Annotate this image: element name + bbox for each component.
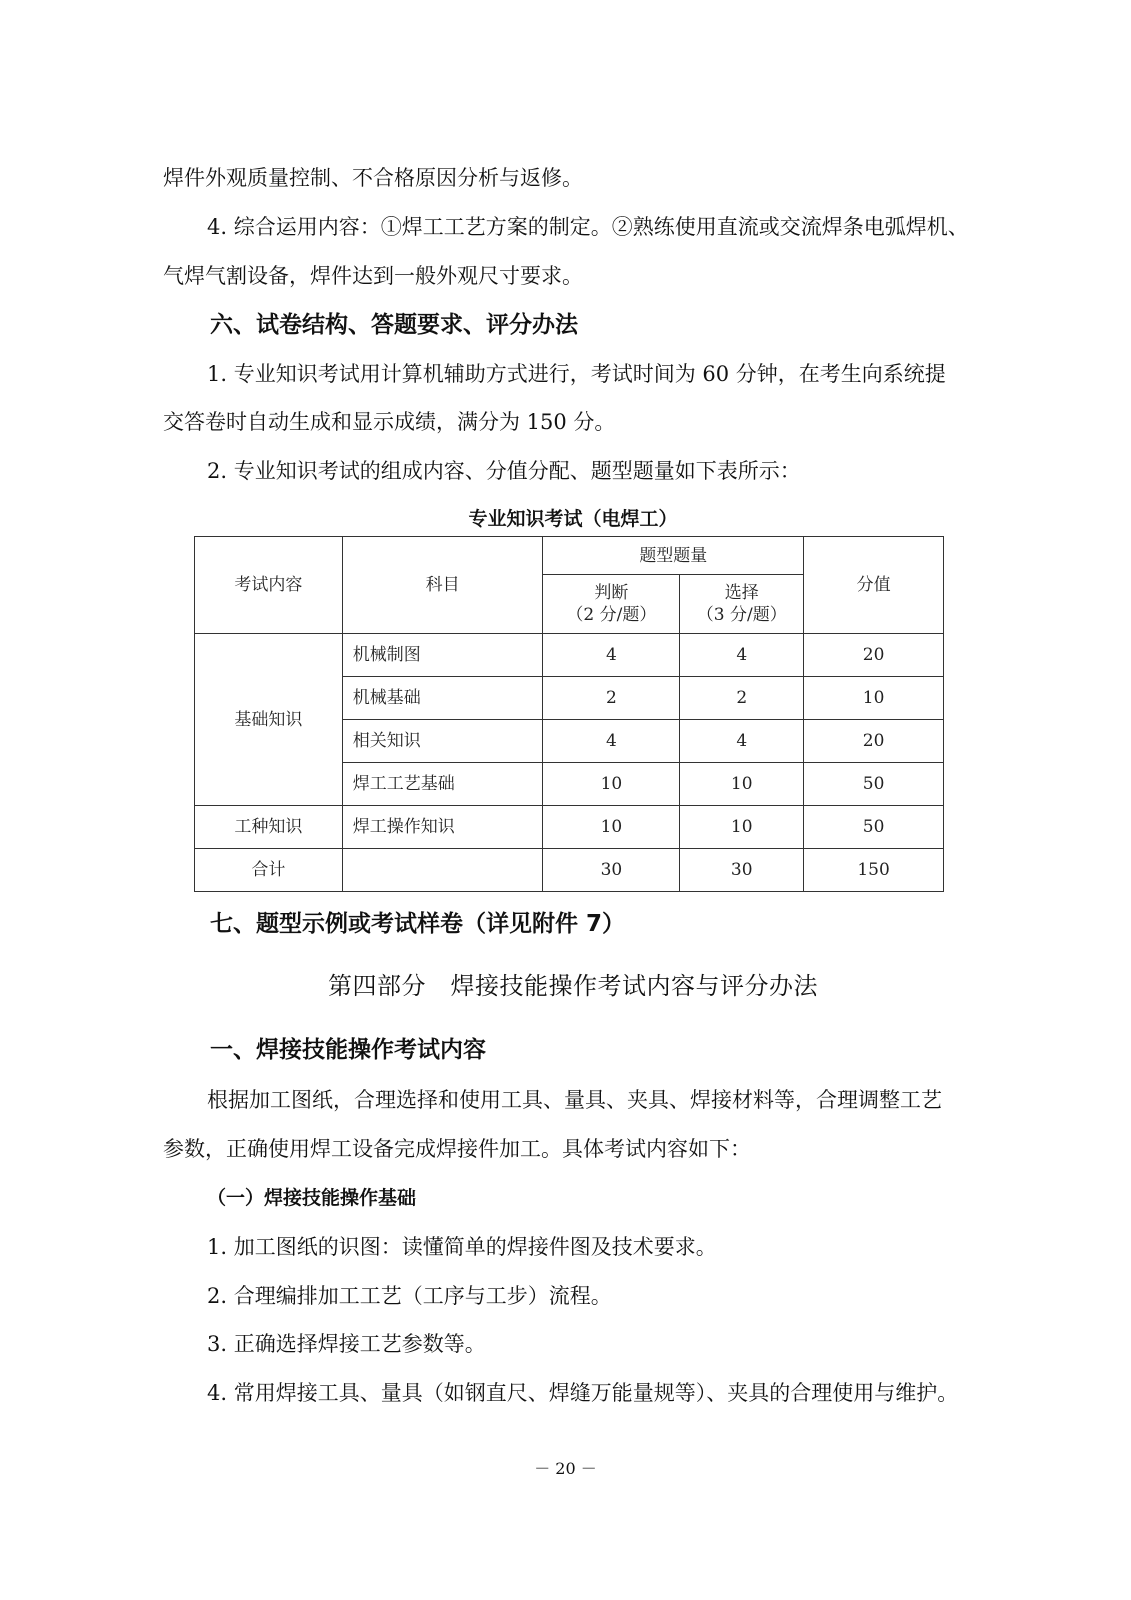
- cell-judge: 2: [543, 677, 680, 720]
- table-total-row: [195, 849, 944, 892]
- cell-choice: 4: [680, 720, 804, 763]
- header-choice: [680, 575, 804, 634]
- cell-subject: 焊工工艺基础: [342, 763, 543, 806]
- cell-score: 20: [804, 720, 944, 763]
- section-heading-6: 六、试卷结构、答题要求、评分办法: [210, 312, 578, 338]
- paragraph-line: 气焊气割设备，焊件达到一般外观尺寸要求。: [163, 264, 583, 288]
- paragraph-line: 根据加工图纸，合理选择和使用工具、量具、夹具、焊接材料等，合理调整工艺: [207, 1088, 942, 1112]
- paragraph-line: 参数，正确使用焊工设备完成焊接件加工。具体考试内容如下：: [163, 1137, 751, 1161]
- header-choice-label: 选择: [724, 583, 759, 603]
- paragraph-line: 2. 专业知识考试的组成内容、分值分配、题型题量如下表所示：: [207, 459, 801, 483]
- cell-score: 20: [804, 634, 944, 677]
- cell-judge: 10: [543, 806, 680, 849]
- header-score: 分值: [804, 537, 944, 634]
- header-question-type: 题型题量: [543, 537, 804, 575]
- cell-judge: 10: [543, 763, 680, 806]
- cell-judge: 4: [543, 634, 680, 677]
- cell-choice: 4: [680, 634, 804, 677]
- list-item: 4. 常用焊接工具、量具（如钢直尺、焊缝万能量规等）、夹具的合理使用与维护。: [207, 1381, 959, 1405]
- cell-subject: 机械制图: [342, 634, 543, 677]
- header-judge-points: （2 分/题）: [566, 605, 657, 625]
- exam-structure-table: [194, 536, 944, 892]
- paragraph-line: 4. 综合运用内容：①焊工工艺方案的制定。②熟练使用直流或交流焊条电弧焊机、: [207, 215, 969, 239]
- list-item: 2. 合理编排加工工艺（工序与工步）流程。: [207, 1284, 612, 1308]
- section-heading-1: 一、焊接技能操作考试内容: [210, 1037, 486, 1063]
- header-choice-points: （3 分/题）: [696, 605, 787, 625]
- cell-subject: 焊工操作知识: [342, 806, 543, 849]
- paragraph-line: 1. 专业知识考试用计算机辅助方式进行，考试时间为 60 分钟，在考生向系统提: [207, 362, 946, 386]
- table-row: [195, 806, 944, 849]
- header-subject: 科目: [342, 537, 543, 634]
- cell-subject: 机械基础: [342, 677, 543, 720]
- paragraph-line: 焊件外观质量控制、不合格原因分析与返修。: [163, 166, 583, 190]
- section-heading-7: 七、题型示例或考试样卷（详见附件 7）: [210, 911, 626, 937]
- header-judge-label: 判断: [594, 583, 629, 603]
- cell-subject: [342, 849, 543, 892]
- cell-choice-total: 30: [680, 849, 804, 892]
- page-number: － 20 －: [534, 1459, 597, 1478]
- cell-score: 10: [804, 677, 944, 720]
- list-item: 1. 加工图纸的识图：读懂简单的焊接件图及技术要求。: [207, 1235, 717, 1259]
- list-item: 3. 正确选择焊接工艺参数等。: [207, 1332, 486, 1356]
- group-basic: 基础知识: [195, 634, 343, 806]
- paragraph-line: 交答卷时自动生成和显示成绩，满分为 150 分。: [163, 410, 616, 434]
- cell-judge: 4: [543, 720, 680, 763]
- group-total: 合计: [195, 849, 343, 892]
- cell-choice: 2: [680, 677, 804, 720]
- table-caption: 专业知识考试（电焊工）: [468, 508, 678, 530]
- group-trade: 工种知识: [195, 806, 343, 849]
- cell-score: 50: [804, 763, 944, 806]
- cell-score-total: 150: [804, 849, 944, 892]
- cell-score: 50: [804, 806, 944, 849]
- header-content: 考试内容: [195, 537, 343, 634]
- cell-choice: 10: [680, 763, 804, 806]
- cell-subject: 相关知识: [342, 720, 543, 763]
- subsection-heading: （一）焊接技能操作基础: [207, 1187, 417, 1209]
- header-judge: [543, 575, 680, 634]
- cell-choice: 10: [680, 806, 804, 849]
- table-row: [195, 634, 944, 677]
- cell-judge-total: 30: [543, 849, 680, 892]
- part-title: 第四部分 焊接技能操作考试内容与评分办法: [328, 972, 818, 1000]
